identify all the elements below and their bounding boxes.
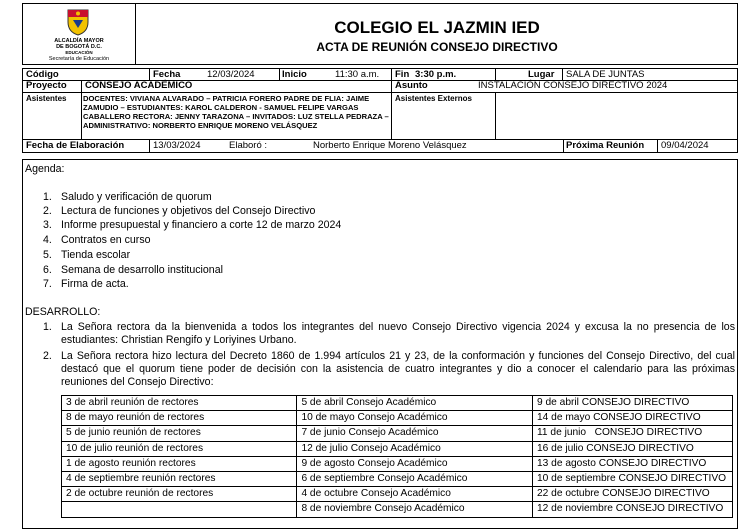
desarrollo-item-number: 2. [43,350,52,362]
fecha-elaboracion-label: Fecha de Elaboración [26,140,125,151]
grid-line [495,69,496,80]
table-row [62,487,733,502]
paragraph-line: estudiantes: Christian Rengifo y Loriyines Urbano. [61,334,297,346]
document-header [22,3,738,65]
grid-line [391,92,392,139]
agenda-item-number: 7. [43,278,52,290]
table-cell: 22 de octubre CONSEJO DIRECTIVO [533,487,733,502]
agenda-item: Firma de acta. [61,278,129,290]
asistentes-value: DOCENTES: VIVIANA ALVARADO – PATRICIA FORERO PADRE DE FLIA: JAIME ZAMUDIO – ESTUDIANTES: KAROL CALDERON - SAMUEL FELIPE VARGAS CABALLERO RECTORA: JENNY TARAZONA – INVITADOS: LUZ STELLA PEDRAZA – ADMINISTRATIVO: NORBERTO ENRIQUE MORENO VELÁSQUEZ [83,94,389,130]
logo-line-2: DE BOGOTÁ D.C. [56,44,102,50]
table-cell: 12 de julio Consejo Académico [297,441,533,456]
meeting-calendar-table [61,395,733,518]
elaboro-value: Norberto Enrique Moreno Velásquez [313,140,467,151]
grid-line [495,92,496,139]
agenda-item: Informe presupuestal y financiero a corte 12 de marzo 2024 [61,219,342,231]
table-row [62,502,733,517]
lugar-label: Lugar [528,69,555,80]
table-cell: 8 de mayo reunión de rectores [62,411,297,426]
agenda-item: Saludo y verificación de quorum [61,191,212,203]
grid-line [562,69,563,80]
fin-value: 3:30 p.m. [415,69,457,80]
table-cell: 10 de mayo Consejo Académico [297,411,533,426]
table-cell: 6 de septiembre Consejo Académico [297,471,533,486]
agenda-item: Tienda escolar [61,249,131,261]
agenda-item-number: 2. [43,205,52,217]
table-cell: 10 de julio reunión de rectores [62,441,297,456]
document-title: COLEGIO EL JAZMIN IED [334,18,540,37]
logo-line-1: ALCALDÍA MAYOR [54,38,104,44]
lugar-value: SALA DE JUNTAS [566,69,645,80]
table-cell: 5 de junio reunión de rectores [62,426,297,441]
paragraph-line: destacó que el quorum tiene poder de decisión con la asistencia de cuatro integrantes y dio a conocer el calendario para las próximas [61,363,735,375]
agenda-item-number: 6. [43,264,52,276]
fecha-value: 12/03/2024 [207,69,255,80]
table-cell: 11 de junio CONSEJO DIRECTIVO [533,426,733,441]
grid-line [81,80,82,139]
logo-block [23,4,136,64]
logo-line-3: EDUCACIÓN [65,50,93,55]
paragraph-line: La Señora rectora da la bienvenida a todos los integrantes del nuevo Consejo Directivo vigencia 2024 y excusa la no presencia de los [61,321,735,333]
proyecto-label: Proyecto [26,80,67,91]
asistentes-label: Asistentes [26,94,67,103]
asunto-value: INSTALACIÓN CONSEJO DIRECTIVO 2024 [478,80,668,91]
table-cell: 10 de septiembre CONSEJO DIRECTIVO [533,471,733,486]
desarrollo-item-text [61,350,735,389]
proxima-reunion-label: Próxima Reunión [566,140,645,151]
meeting-info-grid [22,68,738,153]
table-row [62,396,733,411]
agenda-item: Lectura de funciones y objetivos del Consejo Directivo [61,205,316,217]
table-cell: 12 de noviembre CONSEJO DIRECTIVO [533,502,733,517]
desarrollo-item-number: 1. [43,321,52,333]
table-row [62,471,733,486]
logo-line-4: Secretaría de Educación [48,56,110,62]
asistentes-externos-label: Asistentes Externos [395,94,472,103]
paragraph-line: reuniones del Consejo Directivo: [61,376,214,388]
table-row [62,426,733,441]
desarrollo-heading: DESARROLLO: [25,306,101,318]
table-cell: 14 de mayo CONSEJO DIRECTIVO [533,411,733,426]
table-cell: 1 de agosto reunión rectores [62,456,297,471]
paragraph-line: La Señora rectora hizo lectura del Decreto 1860 de 1.994 artículos 21 y 23, de la conformación y funciones del Consejo Directivo, del cual [61,350,735,362]
agenda-item: Contratos en curso [61,234,151,246]
grid-line [23,92,737,93]
table-cell: 13 de agosto CONSEJO DIRECTIVO [533,456,733,471]
coat-of-arms-icon [65,8,91,36]
desarrollo-item-text [61,321,735,347]
grid-line [657,139,658,153]
agenda-item-number: 4. [43,234,52,246]
table-cell: 9 de agosto Consejo Académico [297,456,533,471]
table-cell [62,502,297,517]
table-cell: 7 de junio Consejo Académico [297,426,533,441]
table-row [62,411,733,426]
table-cell: 16 de julio CONSEJO DIRECTIVO [533,441,733,456]
fin-label: Fin [395,69,410,80]
agenda-item-number: 3. [43,219,52,231]
proyecto-value: CONSEJO ACADÉMICO [85,80,193,91]
agenda-item: Semana de desarrollo institucional [61,264,223,276]
codigo-label: Código [26,69,59,80]
asunto-label: Asunto [395,80,428,91]
table-row [62,456,733,471]
table-row [62,441,733,456]
fecha-label: Fecha [153,69,181,80]
inicio-value: 11:30 a.m. [335,69,380,80]
agenda-item-number: 1. [43,191,52,203]
table-cell: 4 de octubre Consejo Académico [297,487,533,502]
table-cell: 3 de abril reunión de rectores [62,396,297,411]
fecha-elaboracion-value: 13/03/2024 [153,140,201,151]
grid-line [149,139,150,153]
inicio-label: Inicio [282,69,307,80]
grid-line [279,69,280,80]
table-cell: 5 de abril Consejo Académico [297,396,533,411]
table-cell: 9 de abril CONSEJO DIRECTIVO [533,396,733,411]
grid-line [149,69,150,80]
grid-line [563,139,564,153]
table-cell: 2 de octubre reunión de rectores [62,487,297,502]
elaboro-label: Elaboró : [229,140,268,151]
proxima-reunion-value: 09/04/2024 [661,140,709,151]
agenda-item-number: 5. [43,249,52,261]
document-subtitle: ACTA DE REUNIÓN CONSEJO DIRECTIVO [316,40,558,54]
table-cell: 4 de septiembre reunión rectores [62,471,297,486]
agenda-heading: Agenda: [25,163,65,175]
grid-line [391,69,392,92]
table-cell: 8 de noviembre Consejo Académico [297,502,533,517]
